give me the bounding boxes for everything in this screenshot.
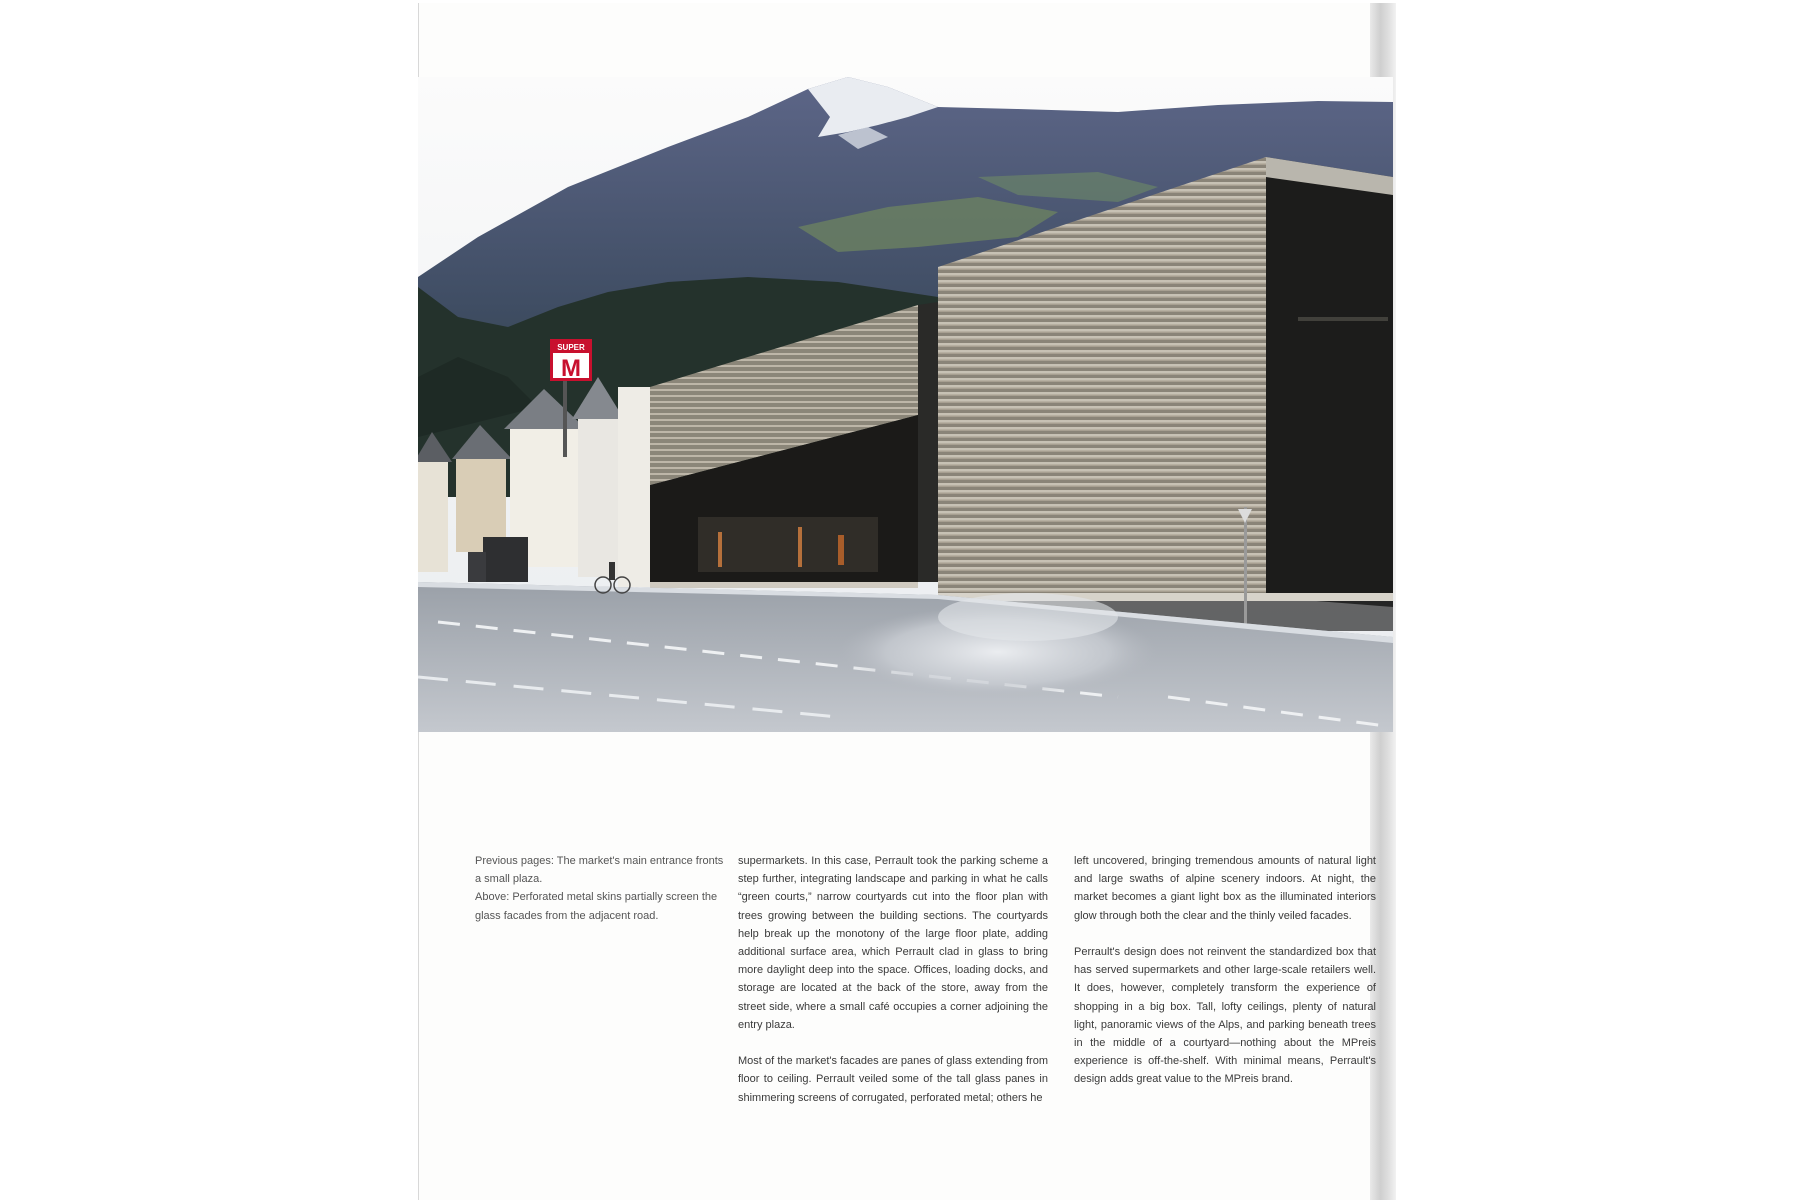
- caption-previous: [475, 852, 727, 888]
- caption-above-label: Above:: [475, 891, 510, 904]
- caption-previous-text: The market's main entrance fronts a small plaza.: [475, 855, 724, 886]
- supermarket-photo: [418, 77, 1393, 732]
- caption-previous-label: Previous pages:: [475, 855, 554, 867]
- paragraph: Most of the market's facades are panes of glass extending from floor to ceiling. Perrault veiled some of the tall glass panes in shimmering screens of corrugated, perforated metal; others he: [738, 1055, 1048, 1104]
- sign-letter: M: [561, 355, 581, 382]
- body-column-2: [1074, 852, 1376, 1089]
- paragraph: left uncovered, bringing tremendous amounts of natural light and large swaths of alpine scenery indoors. At night, the market becomes a giant light box as the illuminated interiors glow through both the clear and the thinly veiled facades.: [1074, 855, 1376, 922]
- body-column-1: [738, 852, 1048, 1107]
- caption-above-text: Perforated metal skins partially screen the glass facades from the adjacent road.: [475, 891, 718, 922]
- photo-caption: [475, 852, 727, 925]
- sign-top-text: SUPER: [557, 343, 585, 352]
- caption-above: [475, 888, 727, 924]
- photo-illustration: [418, 77, 1393, 732]
- paragraph: Perrault's design does not reinvent the standardized box that has served supermarkets and other large-scale retailers well. It does, however, completely transform the experience of shopping in a big box. Tall, lofty ceilings, plenty of natural light, panoramic views of the Alps, and parking beneath trees in the middle of a courtyard—nothing about the MPreis experience is off-the-shelf. With minimal means, Perrault's design adds great value to the MPreis brand.: [1074, 946, 1376, 1086]
- paragraph: supermarkets. In this case, Perrault took the parking scheme a step further, integrating landscape and parking in what he calls “green courts,” narrow courtyards cut into the floor plan with trees growing between the building sections. The courtyards help break up the monotony of the large floor plate, adding additional surface area, which Perrault clad in glass to bring more daylight deep into the space. Offices, loading docks, and storage are located at the back of the store, away from the street side, where a small café occupies a corner adjoining the entry plaza.: [738, 855, 1048, 1031]
